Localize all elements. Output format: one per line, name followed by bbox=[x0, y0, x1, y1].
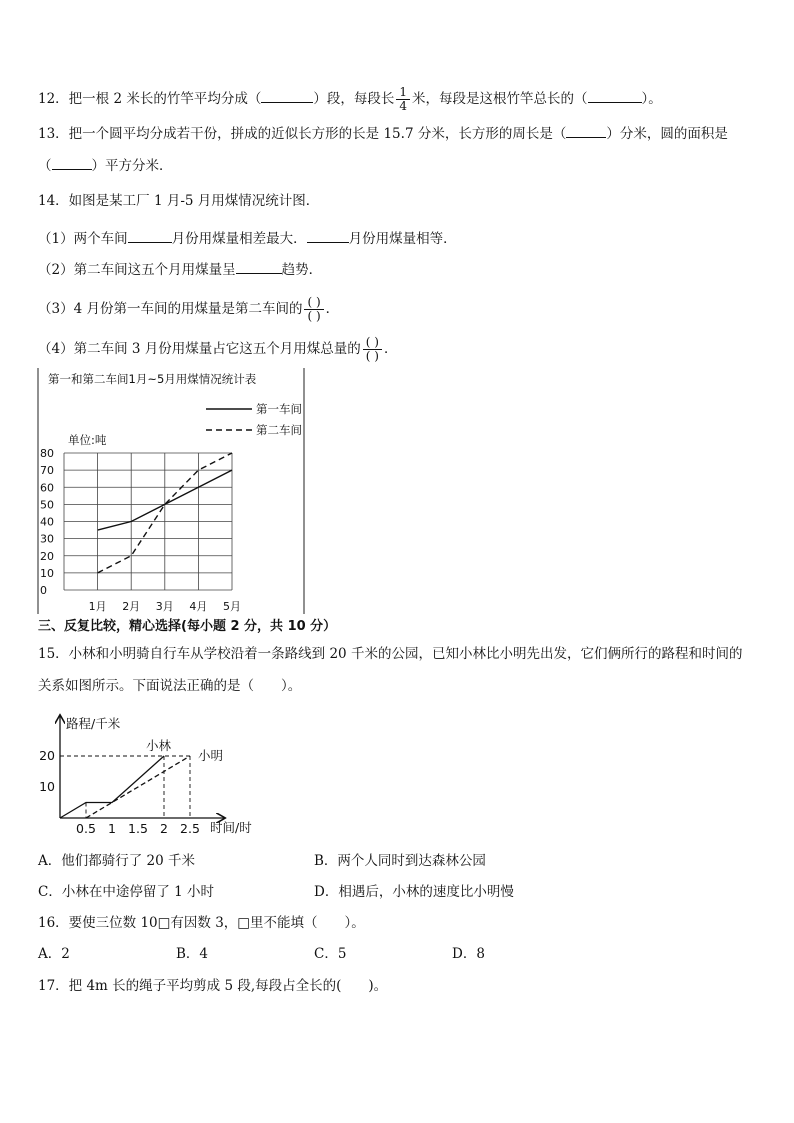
y-tick-label: 10 bbox=[40, 566, 54, 580]
y-tick-label: 60 bbox=[40, 481, 54, 495]
q12-text-3: 米，每段是这根竹竿总长的（ bbox=[412, 91, 588, 107]
section-3-heading: 三、反复比较，精心选择(每小题 2 分，共 10 分） bbox=[38, 619, 337, 634]
q16-option-c[interactable]: C．5 bbox=[314, 946, 347, 962]
x-tick-label: 4月 bbox=[189, 600, 208, 613]
y-tick-label: 70 bbox=[40, 464, 54, 478]
q15-option-b[interactable]: B．两个人同时到达森林公园 bbox=[314, 853, 486, 869]
q14-s1-text-1: （1）两个车间 bbox=[38, 231, 128, 247]
x-tick-label: 5月 bbox=[223, 600, 241, 613]
q12-frac-den: 4 bbox=[399, 99, 407, 113]
legend-label-1: 第一车间 bbox=[256, 402, 302, 416]
series-line-xiaoming bbox=[86, 756, 190, 818]
q12-blank-1[interactable] bbox=[261, 88, 313, 103]
question-14-stem: 14．如图是某工厂 1 月-5 月用煤情况统计图． bbox=[38, 193, 320, 209]
question-17-stem: 17．把 4m 长的绳子平均剪成 5 段,每段占全长的( )。 bbox=[38, 978, 388, 994]
y-tick-label: 20 bbox=[39, 748, 55, 763]
x-tick-label: 1月 bbox=[88, 600, 107, 613]
q16-option-a[interactable]: A．2 bbox=[38, 946, 70, 962]
q14-s1-text-2: 月份用煤量相差最大． bbox=[171, 231, 307, 247]
q14-s4-text: （4）第二车间 3 月份用煤量占它这五个月用煤总量的 bbox=[38, 341, 361, 357]
q14-s2-blank[interactable] bbox=[236, 259, 282, 274]
q12-text-4: ）。 bbox=[641, 91, 662, 107]
question-14-sub-3 bbox=[38, 296, 339, 323]
legend-label-2: 第二车间 bbox=[256, 423, 302, 437]
q13-blank-2[interactable] bbox=[52, 155, 92, 170]
q12-text-1: 12．把一根 2 米长的竹竿平均分成（ bbox=[38, 91, 262, 107]
series-line-xiaolin bbox=[60, 756, 164, 818]
question-15-line-1: 15．小林和小明骑自行车从学校沿着一条路线到 20 千米的公园，已知小林比小明先出发，它们俩所行的路程和时间的 bbox=[38, 646, 743, 662]
q12-text-2: ）段，每段长 bbox=[313, 91, 395, 107]
q15-option-c[interactable]: C．小林在中途停留了 1 小时 bbox=[38, 884, 215, 900]
q14-s1-text-3: 月份用煤量相等． bbox=[348, 231, 457, 247]
q13-text-1: 13．把一个圆平均分成若干份，拼成的近似长方形的长是 15.7 分米，长方形的周长是（ bbox=[38, 126, 567, 142]
q14-s3-end: ． bbox=[325, 301, 340, 317]
q14-s1-blank-1[interactable] bbox=[128, 228, 172, 243]
question-14-sub-4 bbox=[38, 336, 397, 363]
q14-s3-frac-den: ( ) bbox=[307, 309, 321, 323]
y-tick-label: 40 bbox=[40, 515, 54, 529]
y-tick-label: 10 bbox=[39, 779, 55, 794]
q13-text-4: ）平方分米． bbox=[91, 158, 173, 174]
q12-fraction bbox=[396, 86, 410, 113]
q13-text-3: （ bbox=[38, 158, 52, 174]
q14-s4-fraction[interactable] bbox=[363, 336, 382, 363]
question-16-stem: 16．要使三位数 10□有因数 3，□里不能填（ ）。 bbox=[38, 915, 365, 931]
y-tick-label: 30 bbox=[40, 532, 54, 546]
series-label-xiaolin: 小林 bbox=[146, 738, 172, 753]
chart1-unit: 单位:吨 bbox=[68, 433, 107, 447]
x-tick-label: 1 bbox=[108, 821, 116, 836]
x-tick-label: 2.5 bbox=[180, 821, 200, 836]
q15-option-d[interactable]: D．相遇后，小林的速度比小明慢 bbox=[314, 884, 514, 900]
chart1-title: 第一和第二车间1月~5月用煤情况统计表 bbox=[48, 372, 257, 386]
question-13-line-1 bbox=[38, 123, 728, 144]
x-tick-label: 0.5 bbox=[76, 821, 96, 836]
q14-s3-fraction[interactable] bbox=[304, 296, 323, 323]
y-tick-label: 80 bbox=[40, 447, 54, 460]
q14-s4-frac-den: ( ) bbox=[365, 349, 379, 363]
question-12 bbox=[38, 86, 662, 113]
q13-text-2: ）分米，圆的面积是 bbox=[606, 126, 728, 142]
q14-s4-frac-num: ( ) bbox=[363, 336, 382, 350]
q12-blank-2[interactable] bbox=[588, 88, 642, 103]
q14-s2-text-1: （2）第二车间这五个月用煤量呈 bbox=[38, 262, 236, 278]
x-tick-label: 3月 bbox=[155, 600, 174, 613]
q14-s1-blank-2[interactable] bbox=[307, 228, 349, 243]
coal-usage-chart bbox=[34, 368, 306, 618]
question-13-line-2 bbox=[38, 155, 173, 176]
q14-s3-text: （3）4 月份第一车间的用煤量是第二车间的 bbox=[38, 301, 303, 317]
y-tick-label: 50 bbox=[40, 498, 54, 512]
y-tick-label: 20 bbox=[40, 549, 54, 563]
chart2-ylabel: 路程/千米 bbox=[66, 716, 121, 731]
distance-time-chart bbox=[36, 712, 276, 840]
q14-s4-end: ． bbox=[383, 341, 398, 357]
q15-option-a[interactable]: A．他们都骑行了 20 千米 bbox=[38, 853, 196, 869]
chart2-xlabel: 时间/时 bbox=[210, 820, 252, 835]
x-tick-label: 2 bbox=[160, 821, 168, 836]
q14-s2-text-2: 趋势． bbox=[281, 262, 323, 278]
question-15-line-2: 关系如图所示。下面说法正确的是（ ）。 bbox=[38, 678, 302, 694]
q14-s3-frac-num: ( ) bbox=[304, 296, 323, 310]
q16-option-b[interactable]: B．4 bbox=[176, 946, 209, 962]
q13-blank-1[interactable] bbox=[566, 123, 606, 138]
series-label-xiaoming: 小明 bbox=[198, 748, 224, 763]
x-tick-label: 2月 bbox=[122, 600, 141, 613]
q16-option-d[interactable]: D．8 bbox=[452, 946, 485, 962]
question-14-sub-2 bbox=[38, 259, 322, 280]
x-tick-label: 1.5 bbox=[128, 821, 148, 836]
y-tick-label: 0 bbox=[40, 584, 47, 597]
q12-frac-num: 1 bbox=[396, 86, 410, 100]
question-14-sub-1 bbox=[38, 228, 457, 249]
